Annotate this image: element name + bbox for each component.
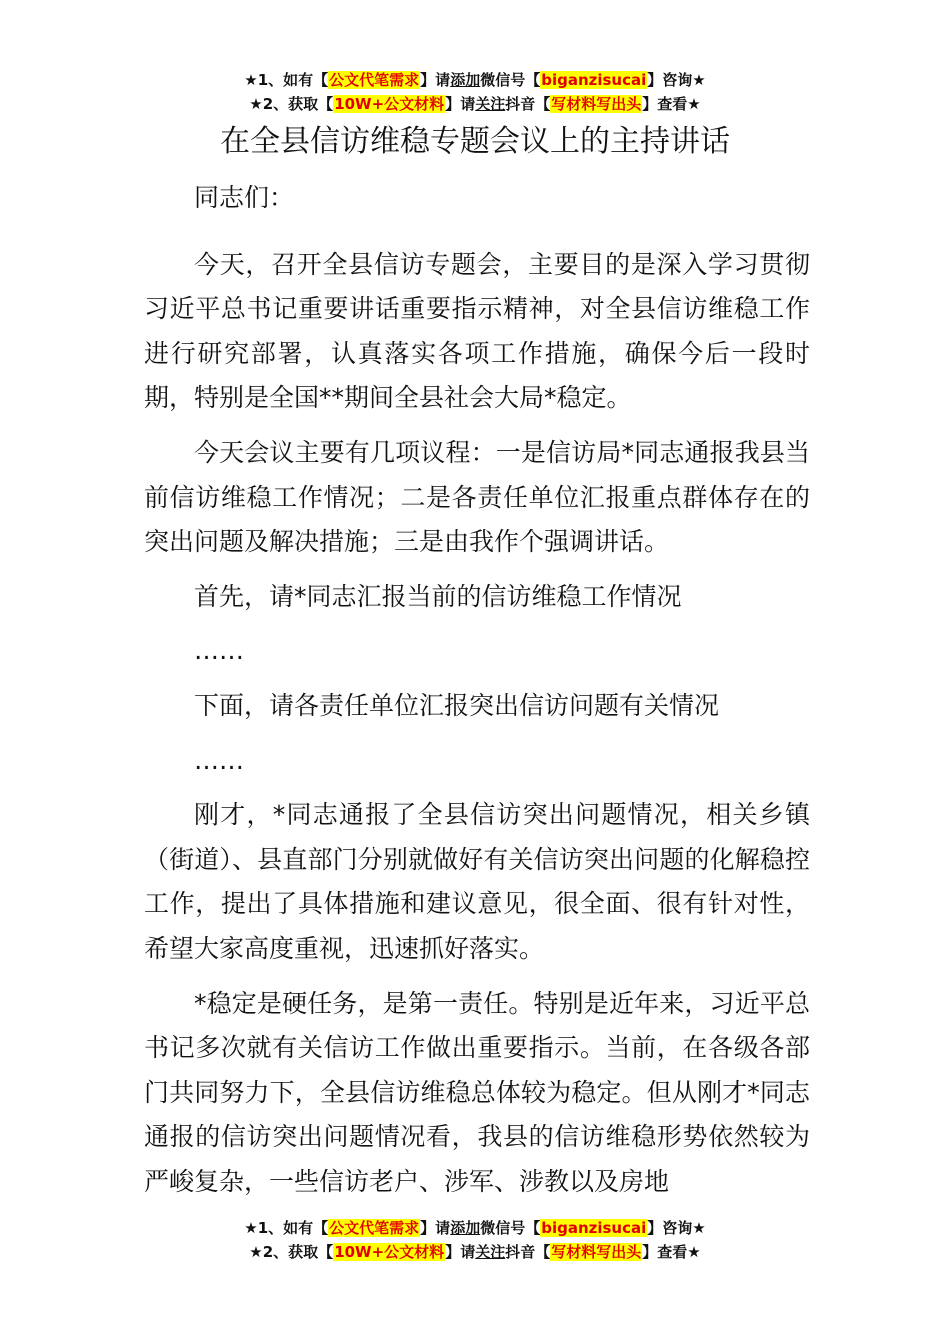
paragraph: 今天，召开全县信访专题会，主要目的是深入学习贯彻习近平总书记重要讲话重要指示精神，对全县信访维稳工作进行研究部署，认真落实各项工作措施，确保今后一段时期，特别是全国**期间全县社会大局*稳定。 xyxy=(144,249,810,413)
ellipsis: …… xyxy=(194,745,244,775)
banner-text: ★2、获取【 xyxy=(249,1243,334,1261)
paragraph: 首先，请*同志汇报当前的信访维稳工作情况 xyxy=(194,581,682,611)
header-banner xyxy=(0,68,950,116)
banner-line-1 xyxy=(0,1216,950,1240)
banner-text: 抖音【 xyxy=(505,95,551,113)
document-title: 在全县信访维稳专题会议上的主持讲话 xyxy=(220,124,730,159)
banner-text: 抖音【 xyxy=(505,1243,551,1261)
ellipsis: …… xyxy=(194,636,244,666)
banner-text: 】咨询★ xyxy=(647,1219,706,1237)
banner-text: ★2、获取【 xyxy=(249,95,334,113)
banner-text: 】请 xyxy=(445,95,476,113)
highlight-douyin-account: 写材料写出头 xyxy=(551,1243,642,1261)
highlight-wechat-id: biganzisucai xyxy=(541,71,647,89)
document-body xyxy=(144,176,810,1214)
salutation: 同志们： xyxy=(194,183,295,212)
highlight-service: 公文代笔需求 xyxy=(329,1219,420,1237)
banner-text: 】查看★ xyxy=(642,95,701,113)
highlight-douyin-account: 写材料写出头 xyxy=(551,95,642,113)
banner-line-1 xyxy=(0,68,950,92)
underlined-add: 添加 xyxy=(450,71,481,89)
paragraph: 下面，请各责任单位汇报突出信访问题有关情况 xyxy=(194,690,720,720)
highlight-materials: 10W+公文材料 xyxy=(334,95,445,113)
banner-text: ★1、如有【 xyxy=(244,1219,329,1237)
banner-text: 】请 xyxy=(445,1243,476,1261)
paragraph: *稳定是硬任务，是第一责任。特别是近年来，习近平总书记多次就有关信访工作做出重要指示。当前，在各级各部门共同努力下，全县信访维稳总体较为稳定。但从刚才*同志通报的信访突出问题情况看，我县的信访维稳形势依然较为严峻复杂，一些信访老户、涉军、涉教以及房地 xyxy=(144,988,810,1196)
underlined-add: 添加 xyxy=(450,1219,481,1237)
banner-line-2 xyxy=(0,1240,950,1264)
banner-line-2 xyxy=(0,92,950,116)
banner-text: 】咨询★ xyxy=(647,71,706,89)
banner-text: 】查看★ xyxy=(642,1243,701,1261)
underlined-follow: 关注 xyxy=(475,1243,506,1261)
banner-text: 微信号【 xyxy=(480,71,541,89)
banner-text: ★1、如有【 xyxy=(244,71,329,89)
underlined-follow: 关注 xyxy=(475,95,506,113)
footer-banner xyxy=(0,1216,950,1264)
highlight-wechat-id: biganzisucai xyxy=(541,1219,647,1237)
banner-text: 微信号【 xyxy=(480,1219,541,1237)
banner-text: 】请 xyxy=(420,1219,451,1237)
paragraph: 刚才，*同志通报了全县信访突出问题情况，相关乡镇（街道）、县直部门分别就做好有关信访突出问题的化解稳控工作，提出了具体措施和建议意见，很全面、很有针对性，希望大家高度重视，迅速抓好落实。 xyxy=(144,800,810,963)
highlight-materials: 10W+公文材料 xyxy=(334,1243,445,1261)
highlight-service: 公文代笔需求 xyxy=(329,71,420,89)
paragraph: 今天会议主要有几项议程：一是信访局*同志通报我县当前信访维稳工作情况；二是各责任单位汇报重点群体存在的突出问题及解决措施；三是由我作个强调讲话。 xyxy=(144,437,810,557)
banner-text: 】请 xyxy=(420,71,451,89)
